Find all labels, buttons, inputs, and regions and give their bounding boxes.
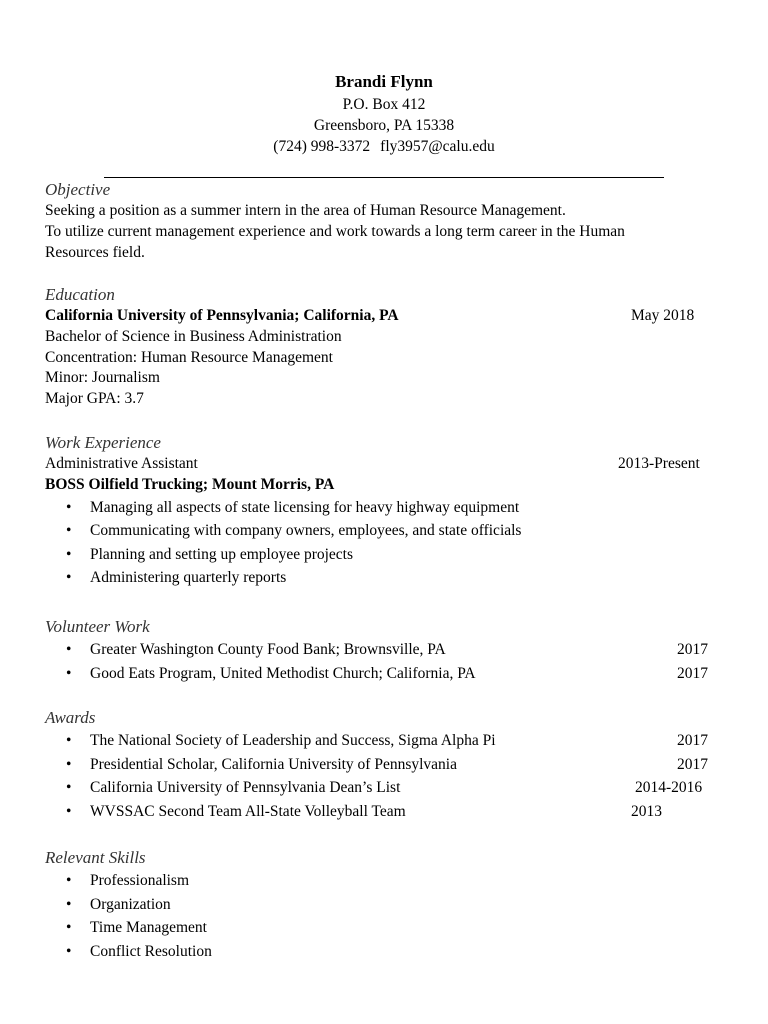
school-name: California University of Pennsylvania; California, PA xyxy=(45,307,399,324)
phone-number: (724) 998-3372 xyxy=(273,138,371,155)
awards-heading: Awards xyxy=(45,708,96,727)
objective-line-1: Seeking a position as a summer intern in the area of Human Resource Management. xyxy=(45,202,566,219)
list-item: • Planning and setting up employee projects xyxy=(45,543,725,567)
degree: Bachelor of Science in Business Administration xyxy=(45,327,342,345)
award-date: 2013 xyxy=(631,802,662,820)
contact-line xyxy=(0,137,768,158)
list-item: • Administering quarterly reports xyxy=(45,566,725,590)
graduation-date: May 2018 xyxy=(631,307,695,324)
gpa: Major GPA: 3.7 xyxy=(45,390,144,408)
job-dates: 2013-Present xyxy=(618,455,700,472)
list-item xyxy=(45,800,725,824)
list-item: • Organization xyxy=(45,893,725,917)
award-text: WVSSAC Second Team All-State Volleyball Team xyxy=(90,802,406,820)
list-item xyxy=(45,662,725,686)
work-section xyxy=(45,432,725,590)
objective-line-2: To utilize current management experience and work towards a long term career in the Human xyxy=(45,222,625,240)
list-item: • Conflict Resolution xyxy=(45,940,725,964)
list-item xyxy=(45,753,725,777)
volunteer-heading: Volunteer Work xyxy=(45,617,150,636)
header-divider xyxy=(104,177,664,178)
objective-section xyxy=(45,179,725,263)
volunteer-list xyxy=(45,638,725,685)
email-address: fly3957@calu.edu xyxy=(380,138,495,155)
awards-list xyxy=(45,729,725,823)
education-school-row xyxy=(45,306,725,327)
volunteer-item-date: 2017 xyxy=(677,664,708,682)
job-duties-list xyxy=(45,496,725,590)
applicant-name: Brandi Flynn xyxy=(335,72,433,91)
address-line-1: P.O. Box 412 xyxy=(342,96,426,113)
skills-section xyxy=(45,847,725,963)
address-line-2: Greensboro, PA 15338 xyxy=(313,117,455,134)
list-item: • Time Management xyxy=(45,916,725,940)
list-item xyxy=(45,729,725,753)
list-item xyxy=(45,776,725,800)
list-item xyxy=(45,638,725,662)
employer: BOSS Oilfield Trucking; Mount Morris, PA xyxy=(45,475,335,493)
job-title: Administrative Assistant xyxy=(45,455,198,472)
concentration: Concentration: Human Resource Management xyxy=(45,348,333,366)
award-text: California University of Pennsylvania Dean’s List xyxy=(90,779,401,796)
volunteer-item-text: Greater Washington County Food Bank; Brownsville, PA xyxy=(90,641,446,658)
job-title-row xyxy=(45,454,725,475)
award-text: The National Society of Leadership and Success, Sigma Alpha Pi xyxy=(90,732,496,749)
education-heading: Education xyxy=(45,285,115,304)
award-date: 2014-2016 xyxy=(635,779,703,796)
objective-heading: Objective xyxy=(45,180,111,199)
awards-section xyxy=(45,707,725,823)
award-text: Presidential Scholar, California University of Pennsylvania xyxy=(90,755,457,773)
skills-heading: Relevant Skills xyxy=(45,848,146,867)
volunteer-section xyxy=(45,616,725,685)
education-section xyxy=(45,284,725,410)
skills-list xyxy=(45,869,725,963)
list-item: • Managing all aspects of state licensing for heavy highway equipment xyxy=(45,496,725,520)
award-date: 2017 xyxy=(677,732,708,749)
list-item: • Professionalism xyxy=(45,869,725,893)
award-date: 2017 xyxy=(677,755,708,773)
volunteer-item-text: Good Eats Program, United Methodist Church; California, PA xyxy=(90,664,476,682)
work-heading: Work Experience xyxy=(45,433,161,452)
objective-line-3: Resources field. xyxy=(45,243,145,261)
volunteer-item-date: 2017 xyxy=(677,641,708,658)
list-item: • Communicating with company owners, employees, and state officials xyxy=(45,519,725,543)
minor: Minor: Journalism xyxy=(45,369,160,387)
